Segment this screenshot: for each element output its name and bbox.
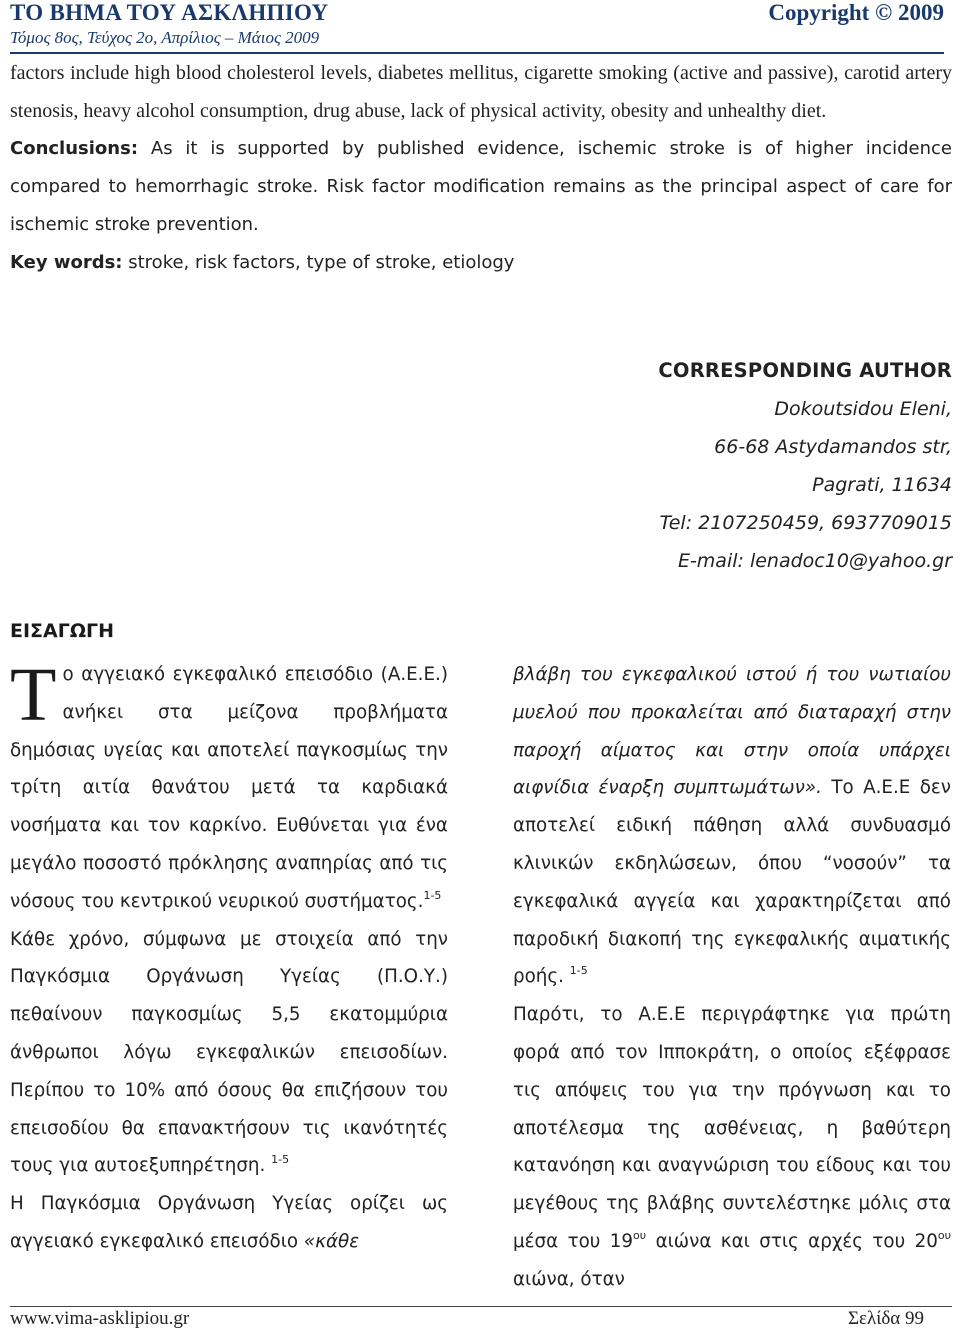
page-number: Σελίδα 99 <box>847 1308 924 1329</box>
section-heading: ΕΙΣΑΓΩΓΗ <box>10 620 114 642</box>
drop-cap: Τ <box>10 653 57 737</box>
abstract-results-text: factors include high blood cholesterol levels, diabetes mellitus, cigarette smoking (active and passive), carotid artery stenosis, heavy alcohol consumption, drug abuse, lack of physical activity, obesity and unhealthy diet. <box>10 62 952 122</box>
history-paragraph-text-c: αιώνα, όταν <box>513 1268 625 1290</box>
conclusions-text: As it is supported by published evidence, ischemic stroke is of higher incidence compared to hemorrhagic stroke. Risk factor modification remains as the principal aspect of care for ischemic stroke prevention. <box>10 138 952 235</box>
website-link[interactable]: www.vima-asklipiou.gr <box>10 1308 190 1329</box>
corresponding-author-block <box>452 352 952 580</box>
page-footer <box>10 1308 924 1334</box>
history-paragraph <box>513 996 951 1298</box>
definition-paragraph <box>513 656 951 996</box>
keywords-label: Key words: <box>10 252 123 273</box>
footer-rule <box>10 1306 952 1307</box>
issue-info: Τόμος 8ος, Τεύχος 2ο, Απρίλιος – Μάιος 2009 <box>10 28 320 47</box>
intro-paragraph-2-text: Κάθε χρόνο, σύμφωνα με στοιχεία από την Παγκόσμια Οργάνωση Υγείας (Π.Ο.Υ.) πεθαίνουν παγκοσμίως 5,5 εκατομμύρια άνθρωποι λόγω εγκεφαλικών επεισοδίων. Περίπου το 10% από όσους θα επιζήσουν του επεισοδίου θα επανακτήσουν τις ικανότητές τους για αυτοεξυπηρέτηση. <box>10 928 448 1177</box>
corresponding-author-title: CORRESPONDING AUTHOR <box>658 359 952 382</box>
abstract-section <box>10 54 952 282</box>
keywords-text: stroke, risk factors, type of stroke, etiology <box>122 252 515 273</box>
reference-superscript: 1-5 <box>569 964 588 978</box>
definition-paragraph-text: Το Α.Ε.Ε δεν αποτελεί ειδική πάθηση αλλά συνδυασμό κλινικών εκδηλώσεων, όπου “νοσούν” τα εγκεφαλικά αγγεία και χαρακτηρίζεται από παροδική διακοπή της εγκεφαλικής αιματικής ροής. <box>513 777 952 988</box>
author-name: Dokoutsidou Eleni, <box>774 398 952 420</box>
ordinal-superscript: ου <box>633 1228 647 1242</box>
author-email[interactable]: E-mail: lenadoc10@yahoo.gr <box>677 550 952 572</box>
abstract-conclusions <box>10 130 952 244</box>
intro-paragraph-2 <box>10 921 448 1186</box>
author-street: 66-68 Astydamandos str, <box>714 436 952 458</box>
definition-quote: βλάβη του εγκεφαλικού ιστού ή του νωτιαίου μυελού που προκαλείται από διαταραχή στην παροχή αίματος και στην οποία υπάρχει αιφνίδια έναρξη συμπτωμάτων». <box>513 664 951 799</box>
reference-superscript: 1-5 <box>271 1153 290 1167</box>
right-column <box>513 656 951 1299</box>
running-header <box>10 0 944 55</box>
intro-paragraph-3 <box>10 1185 448 1261</box>
abstract-keywords <box>10 244 952 282</box>
history-paragraph-text-a: Παρότι, το Α.Ε.Ε περιγράφτηκε για πρώτη φορά από τον Ιπποκράτη, ο οποίος εξέφρασε τις απόψεις του για την πρόγνωση και το αποτέλεσμα της ασθένειας, η βαθύτερη κατανόηση και αναγνώριση του είδους και του μεγέθους της βλάβης συντελέστηκε μόλις στα μέσα του 19 <box>513 1004 951 1252</box>
intro-paragraph-1 <box>10 653 448 921</box>
author-city: Pagrati, 11634 <box>812 474 952 496</box>
ordinal-superscript: ου <box>937 1228 951 1242</box>
intro-paragraph-1-text: ο αγγειακό εγκεφαλικό επεισόδιο (Α.Ε.Ε.) ανήκει στα μείζονα προβλήματα δημόσιας υγείας και αποτελεί παγκοσμίως την τρίτη αιτία θανάτου μετά τα καρδιακά νοσήματα και τον καρκίνο. Ευθύνεται για ένα μεγάλο ποσοστό πρόκλησης αναπηρίας από τις νόσους του κεντρικού νευρικού συστήματος. <box>10 664 448 912</box>
journal-title: ΤΟ ΒΗΜΑ ΤΟΥ ΑΣΚΛΗΠΙΟΥ <box>10 0 329 25</box>
conclusions-label: Conclusions: <box>10 138 139 159</box>
left-column <box>10 653 448 1261</box>
history-paragraph-text-b: αιώνα και στις αρχές του 20 <box>646 1230 938 1252</box>
intro-paragraph-3-text: Η Παγκόσμια Οργάνωση Υγείας ορίζει ως αγγειακό εγκεφαλικό επεισόδιο <box>10 1193 448 1252</box>
reference-superscript: 1-5 <box>423 888 442 902</box>
author-telephone: Tel: 2107250459, 6937709015 <box>659 512 952 534</box>
copyright-notice: Copyright © 2009 <box>768 0 944 25</box>
definition-quote-start: «κάθε <box>303 1230 360 1252</box>
